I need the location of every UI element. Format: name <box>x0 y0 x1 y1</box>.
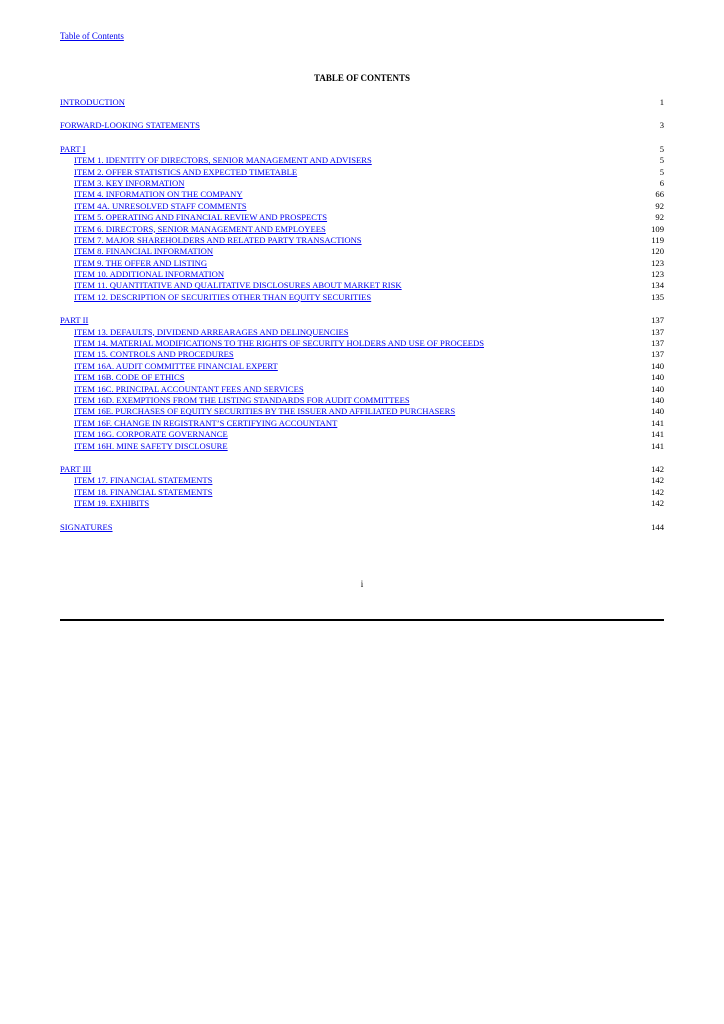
toc-link-item-10[interactable]: ITEM 10. ADDITIONAL INFORMATION <box>74 269 225 280</box>
toc-row <box>60 372 664 383</box>
toc-link-part-iii[interactable]: PART III <box>60 463 92 474</box>
toc-page-number: 119 <box>651 234 664 245</box>
toc-link-item-16e[interactable]: ITEM 16E. PURCHASES OF EQUITY SECURITIES BY THE ISSUER AND AFFILIATED PURCHASERS <box>74 406 456 417</box>
toc-link-item-9[interactable]: ITEM 9. THE OFFER AND LISTING <box>74 257 208 268</box>
toc-row <box>60 280 664 291</box>
toc-page-number: 137 <box>651 315 664 326</box>
toc-link-item-17[interactable]: ITEM 17. FINANCIAL STATEMENTS <box>74 475 213 486</box>
toc-link-item-7[interactable]: ITEM 7. MAJOR SHAREHOLDERS AND RELATED PARTY TRANSACTIONS <box>74 234 362 245</box>
toc-link-item-1[interactable]: ITEM 1. IDENTITY OF DIRECTORS, SENIOR MANAGEMENT AND ADVISERS <box>74 155 372 166</box>
toc-link-item-16h[interactable]: ITEM 16H. MINE SAFETY DISCLOSURE <box>74 440 228 451</box>
toc-row <box>60 97 664 108</box>
toc-row <box>60 441 664 452</box>
toc-link-part-ii[interactable]: PART II <box>60 315 89 326</box>
table-of-contents-link[interactable]: Table of Contents <box>60 31 124 41</box>
toc-link-item-19[interactable]: ITEM 19. EXHIBITS <box>74 498 150 509</box>
toc-row <box>60 349 664 360</box>
toc-page-number: 123 <box>651 257 664 268</box>
toc-link-item-8[interactable]: ITEM 8. FINANCIAL INFORMATION <box>74 246 214 257</box>
toc-page-number: 141 <box>651 440 664 451</box>
toc-page-number: 140 <box>651 383 664 394</box>
toc-row <box>60 224 664 235</box>
toc-row <box>60 487 664 498</box>
toc-row <box>60 246 664 257</box>
toc-page-number: 140 <box>651 360 664 371</box>
toc-page-number: 140 <box>651 394 664 405</box>
toc-link-signatures[interactable]: SIGNATURES <box>60 521 113 532</box>
toc-page-number: 141 <box>651 417 664 428</box>
toc-page-number: 141 <box>651 429 664 440</box>
toc-row <box>60 189 664 200</box>
page-number: i <box>360 579 364 589</box>
toc-link-item-5[interactable]: ITEM 5. OPERATING AND FINANCIAL REVIEW AND PROSPECTS <box>74 212 328 223</box>
toc-page-number: 123 <box>651 269 664 280</box>
toc-page-number: 92 <box>655 200 664 211</box>
toc-link-item-15[interactable]: ITEM 15. CONTROLS AND PROCEDURES <box>74 349 234 360</box>
toc-row <box>60 464 664 475</box>
toc-link-item-16a[interactable]: ITEM 16A. AUDIT COMMITTEE FINANCIAL EXPERT <box>74 360 278 371</box>
toc-row <box>60 315 664 326</box>
toc-link-item-4a[interactable]: ITEM 4A. UNRESOLVED STAFF COMMENTS <box>74 200 247 211</box>
toc-page-number: 135 <box>651 291 664 302</box>
toc-link-item-18[interactable]: ITEM 18. FINANCIAL STATEMENTS <box>74 486 213 497</box>
toc-row <box>60 475 664 486</box>
toc-page-number: 6 <box>659 177 664 188</box>
toc-list <box>60 97 664 533</box>
toc-page-number: 109 <box>651 223 664 234</box>
toc-link-item-13[interactable]: ITEM 13. DEFAULTS, DIVIDEND ARREARAGES AND DELINQUENCIES <box>74 326 349 337</box>
toc-row <box>60 212 664 223</box>
toc-link-part-i[interactable]: PART I <box>60 143 86 154</box>
toc-title: TABLE OF CONTENTS <box>313 73 411 83</box>
toc-row <box>60 269 664 280</box>
toc-row <box>60 384 664 395</box>
toc-link-item-16b[interactable]: ITEM 16B. CODE OF ETHICS <box>74 372 185 383</box>
toc-page-number: 144 <box>651 521 664 532</box>
toc-link-forward-looking-statements[interactable]: FORWARD-LOOKING STATEMENTS <box>60 120 200 131</box>
toc-row <box>60 418 664 429</box>
toc-row <box>60 395 664 406</box>
toc-page-number: 137 <box>651 326 664 337</box>
page-divider <box>60 619 664 621</box>
toc-link-item-3[interactable]: ITEM 3. KEY INFORMATION <box>74 177 185 188</box>
toc-link-item-16g[interactable]: ITEM 16G. CORPORATE GOVERNANCE <box>74 429 228 440</box>
toc-page-number: 142 <box>651 463 664 474</box>
toc-row <box>60 258 664 269</box>
toc-row <box>60 144 664 155</box>
toc-link-item-16f[interactable]: ITEM 16F. CHANGE IN REGISTRANT’S CERTIFYING ACCOUNTANT <box>74 417 338 428</box>
toc-row <box>60 429 664 440</box>
toc-page-number: 5 <box>659 155 664 166</box>
toc-row <box>60 327 664 338</box>
toc-page-number: 142 <box>651 498 664 509</box>
toc-row <box>60 235 664 246</box>
toc-page-number: 137 <box>651 338 664 349</box>
toc-row <box>60 155 664 166</box>
toc-page-number: 142 <box>651 486 664 497</box>
toc-link-item-12[interactable]: ITEM 12. DESCRIPTION OF SECURITIES OTHER THAN EQUITY SECURITIES <box>74 291 372 302</box>
toc-row <box>60 167 664 178</box>
toc-page-number: 140 <box>651 372 664 383</box>
toc-row <box>60 522 664 533</box>
toc-link-item-4[interactable]: ITEM 4. INFORMATION ON THE COMPANY <box>74 189 243 200</box>
toc-link-item-11[interactable]: ITEM 11. QUANTITATIVE AND QUALITATIVE DISCLOSURES ABOUT MARKET RISK <box>74 280 402 291</box>
toc-page-number: 92 <box>655 212 664 223</box>
toc-link-item-6[interactable]: ITEM 6. DIRECTORS, SENIOR MANAGEMENT AND EMPLOYEES <box>74 223 326 234</box>
toc-page-number: 3 <box>659 120 664 131</box>
toc-link-introduction[interactable]: INTRODUCTION <box>60 97 125 107</box>
toc-page-number: 1 <box>659 97 664 107</box>
toc-row <box>60 201 664 212</box>
toc-link-item-2[interactable]: ITEM 2. OFFER STATISTICS AND EXPECTED TIMETABLE <box>74 166 298 177</box>
toc-row <box>60 498 664 509</box>
toc-link-item-16c[interactable]: ITEM 16C. PRINCIPAL ACCOUNTANT FEES AND SERVICES <box>74 383 304 394</box>
toc-page-number: 137 <box>651 349 664 360</box>
toc-row <box>60 178 664 189</box>
toc-row <box>60 120 664 131</box>
toc-page-number: 120 <box>651 246 664 257</box>
toc-page-number: 140 <box>651 406 664 417</box>
toc-row <box>60 338 664 349</box>
toc-row <box>60 406 664 417</box>
toc-page-number: 142 <box>651 475 664 486</box>
toc-page-number: 66 <box>655 189 664 200</box>
toc-row <box>60 361 664 372</box>
toc-page-number: 5 <box>659 143 664 154</box>
toc-link-item-16d[interactable]: ITEM 16D. EXEMPTIONS FROM THE LISTING STANDARDS FOR AUDIT COMMITTEES <box>74 394 410 405</box>
toc-page-number: 5 <box>659 166 664 177</box>
toc-page-number: 134 <box>651 280 664 291</box>
toc-link-item-14[interactable]: ITEM 14. MATERIAL MODIFICATIONS TO THE RIGHTS OF SECURITY HOLDERS AND USE OF PROCEEDS <box>74 338 484 349</box>
toc-row <box>60 292 664 303</box>
